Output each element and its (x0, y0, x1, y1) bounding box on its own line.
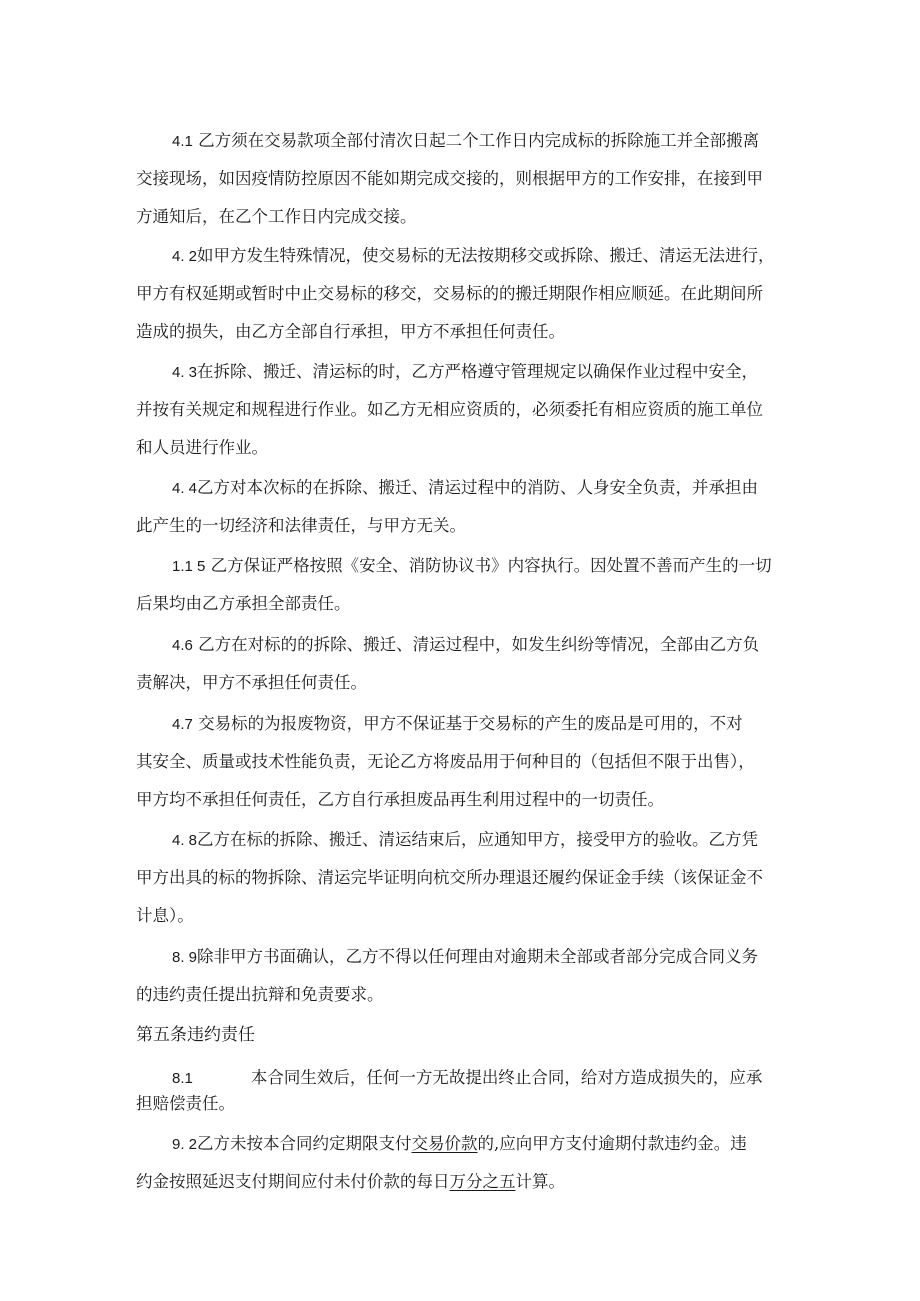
clause-text-line: 担赔偿责任。 (136, 1094, 235, 1113)
clause-4-8 (136, 821, 786, 935)
clause-number: 4. 4 (172, 480, 198, 497)
clause-8-1 (136, 1059, 786, 1123)
clause-text-line: 的违约责任提出抗辩和免责要求。 (136, 985, 384, 1004)
clause-text-segment: 计算。 (515, 1172, 565, 1191)
clause-text-line: 方通知后，在乙个工作日内完成交接。 (136, 207, 417, 226)
underlined-term-transaction-price: 交易价款 (411, 1134, 478, 1153)
clause-text-line: 并按有关规定和规程进行作业。如乙方无相应资质的，必须委托有相应资质的施工单位 (136, 400, 763, 419)
clause-text-segment: 的,应向甲方支付逾期付款违约金。违 (477, 1134, 747, 1153)
clause-number: 1.1 5 (172, 558, 206, 575)
clause-4-1 (136, 122, 786, 236)
clause-text-line: 交接现场，如因疫情防控原因不能如期完成交接的，则根据甲方的工作安排，在接到甲 (136, 169, 763, 188)
underlined-term-rate: 万分之五 (449, 1172, 516, 1191)
clause-text-line: 本合同生效后，任何一方无故提出终止合同，给对方造成损失的，应承 (250, 1068, 763, 1087)
clause-4-3 (136, 353, 786, 467)
clause-text-line: 后果均由乙方承担全部责任。 (136, 594, 351, 613)
clause-9-2 (136, 1125, 786, 1201)
clause-number: 8.1 (172, 1070, 193, 1087)
clause-text-line: 甲方均不承担任何责任，乙方自行承担废品再生利用过程中的一切责任。 (136, 790, 664, 809)
clause-number: 4.6 (172, 637, 193, 654)
clause-text-line: 此产生的一切经济和法律责任，与甲方无关。 (136, 516, 466, 535)
section-heading: 第五条违约责任 (136, 1025, 255, 1045)
clause-text-line: 除非甲方书面确认，乙方不得以任何理由对逾期未全部或者部分完成合同义务 (197, 947, 759, 966)
clause-text-line: 交易标的为报废物资，甲方不保证基于交易标的产生的废品是可用的，不对 (192, 714, 743, 733)
clause-text-line: 其安全、质量或技术性能负责，无论乙方将废品用于何种目的（包括但不限于出售）， (136, 752, 755, 771)
clause-text-line: 计息）。 (136, 906, 194, 925)
clause-4-2 (136, 237, 786, 351)
clause-text-line: 乙方对本次标的在拆除、搬迁、清运过程中的消防、人身安全负责，并承担由 (197, 478, 759, 497)
clause-number: 9. 2 (172, 1136, 198, 1153)
clause-number: 4.1 (172, 133, 193, 150)
clause-number: 8. 9 (172, 949, 198, 966)
clause-4-9 (136, 938, 786, 1014)
clause-number: 4. 2 (172, 248, 198, 265)
clause-text-segment: 约金按照延迟支付期间应付未付价款的每日 (136, 1172, 450, 1191)
clause-text-segment: 乙方未按本合同约定期限支付 (197, 1134, 412, 1153)
clause-text-line: 乙方保证严格按照《安全、消防协议书》内容执行。因处置不善而产生的一切 (205, 556, 772, 575)
clause-text-line: 责解决，甲方不承担任何责任。 (136, 673, 367, 692)
clause-4-6 (136, 626, 786, 702)
clause-text-line: 造成的损失，由乙方全部自行承担，甲方不承担任何责任。 (136, 322, 565, 341)
clause-text-line: 和人员进行作业。 (136, 438, 268, 457)
clause-text-line: 乙方在对标的的拆除、搬迁、清运过程中，如发生纠纷等情况，全部由乙方负 (192, 635, 760, 654)
clause-text-line: 如甲方发生特殊情况，使交易标的无法按期移交或拆除、搬迁、清运无法进行， (197, 246, 775, 265)
clause-4-5 (136, 547, 786, 623)
clause-number: 4. 8 (172, 832, 198, 849)
clause-text-line: 甲方有权延期或暂时中止交易标的移交，交易标的的搬迁期限作相应顺延。在此期间所 (136, 284, 763, 303)
clause-text-line: 在拆除、搬迁、清运标的时，乙方严格遵守管理规定以确保作业过程中安全， (197, 362, 759, 381)
clause-number: 4. 3 (172, 364, 198, 381)
clause-text-line: 甲方出具的标的物拆除、清运完毕证明向杭交所办理退还履约保证金手续（该保证金不 (136, 868, 763, 887)
clause-text-line: 乙方须在交易款项全部付清次日起二个工作日内完成标的拆除施工并全部搬离 (192, 131, 760, 150)
clause-number: 4.7 (172, 716, 193, 733)
clause-4-7 (136, 705, 786, 819)
clause-4-4 (136, 469, 786, 545)
clause-text-line: 乙方在标的拆除、搬迁、清运结束后，应通知甲方，接受甲方的验收。乙方凭 (197, 830, 759, 849)
